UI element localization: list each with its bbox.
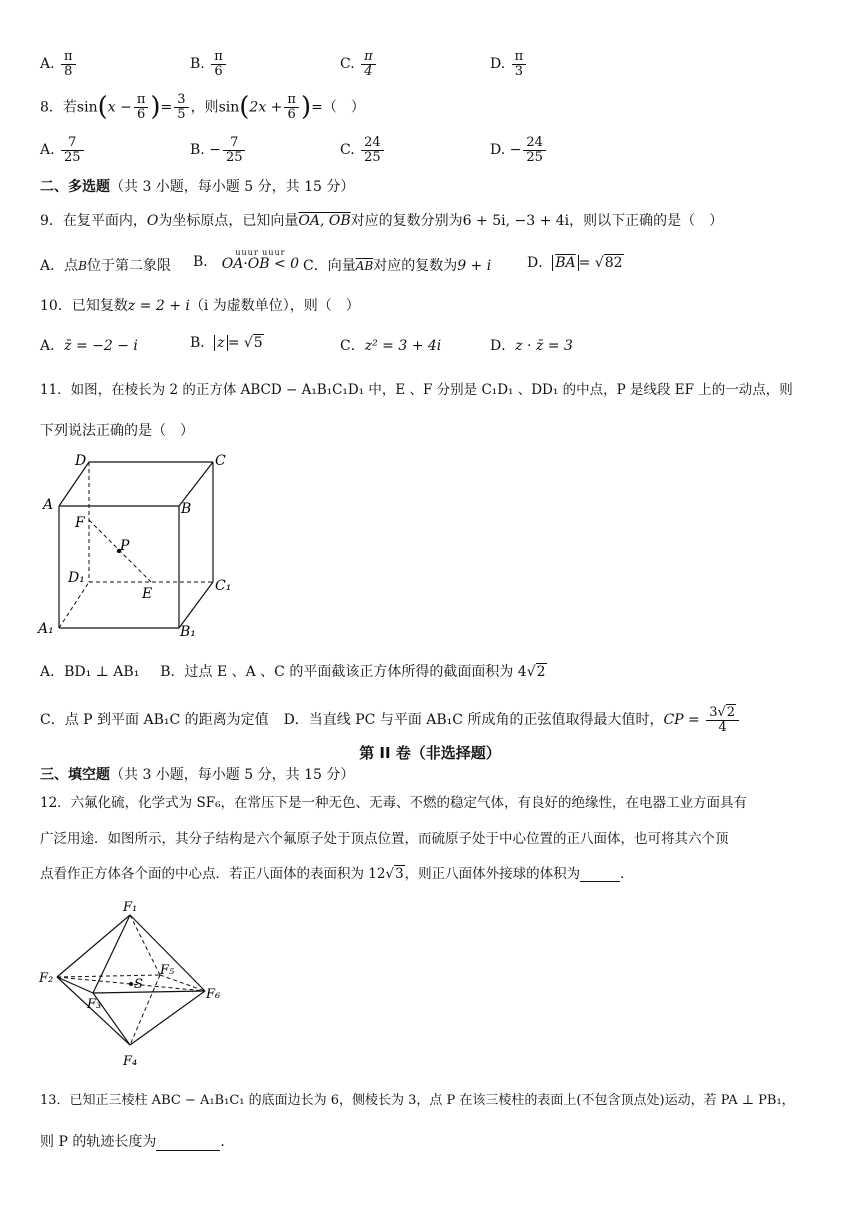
sqrt-radicand: 5 (253, 335, 263, 351)
numerator: 24 (361, 136, 384, 151)
label-a1: A₁ (38, 621, 54, 637)
q8-option-c (340, 136, 386, 164)
octahedron-figure (35, 895, 235, 1075)
fraction (361, 50, 376, 78)
label-d: D (75, 453, 87, 469)
option-label: A． (40, 338, 65, 354)
q11-options-ab (40, 664, 547, 681)
coef: 3 (709, 705, 718, 720)
section-heading-2 (40, 179, 354, 196)
expr: 2x + (249, 99, 283, 116)
math-expr: OA·OB < 0 (221, 256, 300, 272)
sin: sin (76, 99, 98, 116)
question-13-line1: 13．已知正三棱柱 ABC − A₁B₁C₁ 的底面边长为 6，侧棱长为 3，点 P 在该三棱柱的表面上(不包含顶点处)运动，若 PA ⊥ PB₁， (40, 1093, 795, 1108)
label-f6: F₆ (206, 987, 221, 1002)
sqrt-sign: √ (243, 335, 253, 351)
label-c: C (215, 453, 226, 469)
vector-expr: OA, OB (298, 213, 351, 229)
section-title: 二、多选题 (40, 179, 110, 195)
q11-options-cd (40, 706, 741, 734)
option-label: C. (340, 142, 355, 159)
option-text: 位于第二象限 (86, 258, 171, 274)
denominator: 4 (718, 719, 727, 735)
vector-expr: $\overline{AB}$ (355, 259, 374, 273)
numerator: 3 (174, 93, 188, 108)
vector-marks: uuur uuur (235, 248, 286, 257)
sqrt-radicand: 82 (604, 255, 623, 271)
label-d1: D₁ (68, 570, 85, 586)
question-12-line3 (40, 866, 634, 882)
sin: sin (218, 99, 240, 116)
label-f5: F₅ (160, 963, 175, 978)
numerator: π (284, 93, 299, 108)
q8-option-d (490, 136, 548, 164)
section-subtitle: （共 3 小题，每小题 5 分，共 15 分） (110, 767, 355, 783)
question-11-line1: 11．如图，在棱长为 2 的正方体 ABCD − A₁B₁C₁D₁ 中，E 、F 分别是 C₁D₁ 、DD₁ 的中点，P 是线段 EF 上的一动点，则 (40, 382, 793, 398)
question-11-line2: 下列说法正确的是（ ） (40, 423, 194, 439)
sqrt-radicand: 3 (395, 866, 404, 882)
expr: x − (107, 99, 132, 116)
option-text: A．点 (40, 258, 79, 274)
fraction (284, 93, 299, 121)
numerator: π (361, 50, 376, 65)
punctuation: ． (620, 866, 634, 882)
option-label: D． (527, 255, 553, 271)
numerator: 7 (61, 136, 84, 151)
cube-edges (59, 462, 213, 628)
question-text: 8．若 (40, 99, 77, 116)
fraction (706, 706, 739, 734)
option-label: B． (190, 335, 215, 351)
label-f3: F₃ (87, 997, 102, 1012)
option-text: C．向量 (303, 258, 356, 274)
option-text: B．过点 E 、A 、C 的平面截该正方体所得的截面面积为 4 (160, 664, 527, 680)
sqrt-radicand: 2 (726, 705, 736, 720)
question-text: ，则正八面体外接球的体积为 (404, 866, 581, 882)
question-text: 点看作正方体各个面的中心点．若正八面体的表面积为 12 (40, 866, 386, 882)
section-title: 三、填空题 (40, 767, 110, 783)
option-label: D. (490, 56, 506, 73)
label-f4: F₄ (123, 1054, 138, 1069)
sqrt-sign: √ (594, 255, 604, 271)
answer-blank[interactable] (156, 1137, 220, 1151)
question-text: 10．已知复数 (40, 298, 128, 314)
octahedron-edges (57, 915, 205, 1045)
label-s: S (134, 977, 143, 992)
denominator: 8 (64, 63, 73, 79)
label-b1: B₁ (180, 624, 196, 640)
option-label: B． (193, 254, 218, 271)
question-text: （i 为虚数单位），则（ ） (189, 298, 360, 314)
denominator: 5 (177, 107, 186, 123)
label-p: P (120, 538, 130, 554)
answer-paren: =（ ） (311, 99, 365, 116)
math-expr: z̄ = −2 − i (64, 338, 138, 354)
fraction (523, 136, 546, 164)
label-f2: F₂ (39, 971, 54, 986)
fraction (361, 136, 384, 164)
option-text: 对应的复数为 (373, 258, 458, 274)
question-12-line2: 广泛用途．如图所示，其分子结构是六个氟原子处于顶点位置，而硫原子处于中心位置的正八面体，也可将其六个顶 (40, 831, 729, 847)
option-label: D. (490, 142, 506, 159)
question-10 (40, 298, 360, 315)
denominator: 6 (136, 107, 146, 123)
q9-option-d (527, 255, 624, 272)
equals: = (227, 335, 244, 351)
section-heading-3 (40, 767, 354, 784)
equals: = (160, 99, 173, 116)
option-text: D．当直线 PC 与平面 AB₁C 所成角的正弦值取得最大值时， (283, 712, 664, 729)
label-e: E (142, 586, 153, 602)
q10-option-d (490, 338, 573, 355)
q8-option-b (190, 136, 247, 164)
math-expr: CP = (663, 712, 700, 729)
question-13-line2 (40, 1134, 234, 1151)
q8-option-a (40, 136, 86, 164)
denominator: 3 (514, 63, 524, 79)
label-f: F (75, 515, 85, 531)
denominator: 6 (287, 107, 296, 123)
punctuation: ． (220, 1134, 235, 1150)
paren: ) (300, 92, 312, 122)
denominator: 25 (364, 149, 381, 165)
question-text: 9．在复平面内， (40, 213, 147, 229)
option-text: A．BD₁ ⊥ AB₁ (40, 664, 140, 680)
math-expr: z = 2 + i (127, 298, 190, 314)
sqrt-radicand: 2 (536, 664, 546, 680)
denominator: 25 (526, 149, 543, 165)
cube-figure (35, 450, 235, 645)
q9-option-c (303, 258, 491, 275)
fraction (211, 50, 226, 78)
fraction (512, 50, 527, 78)
question-text: 对应的复数分别为 (350, 213, 463, 229)
q9-option-b (193, 249, 299, 271)
q7-option-d (490, 50, 528, 78)
fraction (134, 93, 149, 121)
question-text: ，则 (190, 99, 219, 116)
answer-blank[interactable] (580, 868, 620, 882)
octahedron-hidden-edges (57, 915, 205, 1045)
numerator: π (134, 93, 149, 108)
fraction (61, 50, 76, 78)
option-label: A. (40, 56, 55, 73)
q7-option-a (40, 50, 78, 78)
fraction (61, 136, 84, 164)
cube-hidden-edges (59, 462, 213, 628)
question-text: ，则以下正确的是（ ） (569, 213, 724, 229)
q7-option-c (340, 50, 378, 78)
option-label: D． (490, 338, 516, 354)
paren: ( (97, 92, 108, 122)
numerator: π (211, 50, 226, 65)
question-12-line1: 12．六氟化硫，化学式为 SF₆，在常压下是一种无色、无毒、不燃的稳定气体，有良好的绝缘性，在电器工业方面具有 (40, 795, 747, 811)
question-text: 为坐标原点，已知向量 (158, 213, 299, 229)
math-expr: 6 + 5i, −3 + 4i (462, 213, 570, 229)
q10-option-a (40, 338, 138, 355)
minus-sign: − (509, 142, 522, 159)
math-expr: z · z̄ = 3 (515, 338, 573, 354)
q7-option-b (190, 50, 228, 78)
fraction (223, 136, 246, 164)
paren: ) (150, 92, 161, 122)
vector-stack (222, 249, 299, 271)
option-label: B. (190, 142, 205, 159)
option-label: C. (340, 56, 355, 73)
q9-option-a (40, 258, 171, 275)
label-b: B (181, 501, 192, 517)
option-label: C． (340, 338, 365, 354)
label-a: A (43, 497, 54, 513)
sqrt-sign: √ (385, 866, 395, 882)
label-f1: F₁ (123, 900, 138, 915)
math-expr: z² = 3 + 4i (364, 338, 442, 354)
label-c1: C₁ (215, 578, 232, 594)
numerator: 24 (523, 136, 546, 151)
minus-sign: − (209, 142, 221, 159)
numerator: 3√2 (706, 706, 739, 721)
question-text: 则 P 的轨迹长度为 (40, 1134, 157, 1150)
q10-option-b (190, 335, 264, 352)
option-text: C．点 P 到平面 AB₁C 的距离为定值 (40, 712, 269, 729)
sqrt-sign: √ (526, 664, 536, 680)
fraction (174, 93, 188, 121)
abs-value: z (214, 335, 227, 351)
numerator: π (512, 50, 527, 65)
denominator: 6 (214, 63, 223, 79)
option-label: A. (40, 142, 55, 159)
option-label: B. (190, 56, 205, 73)
numerator: 7 (223, 136, 246, 151)
part-2-title: 第 II 卷（非选择题） (359, 744, 501, 762)
denominator: 25 (64, 149, 81, 165)
section-subtitle: （共 3 小题，每小题 5 分，共 15 分） (110, 179, 355, 195)
math-var: O (146, 213, 159, 229)
question-8 (40, 92, 365, 123)
math-expr: 9 + i (457, 258, 492, 274)
abs-vector: $\overline{BA}$ (552, 255, 578, 271)
denominator: 4 (364, 63, 373, 79)
equals: = (578, 255, 595, 271)
paren: ( (239, 92, 250, 122)
point-s (129, 982, 133, 986)
denominator: 25 (225, 149, 243, 165)
numerator: π (61, 50, 76, 65)
math-var: B (78, 259, 87, 273)
q10-option-c (340, 338, 441, 355)
question-9 (40, 213, 723, 230)
